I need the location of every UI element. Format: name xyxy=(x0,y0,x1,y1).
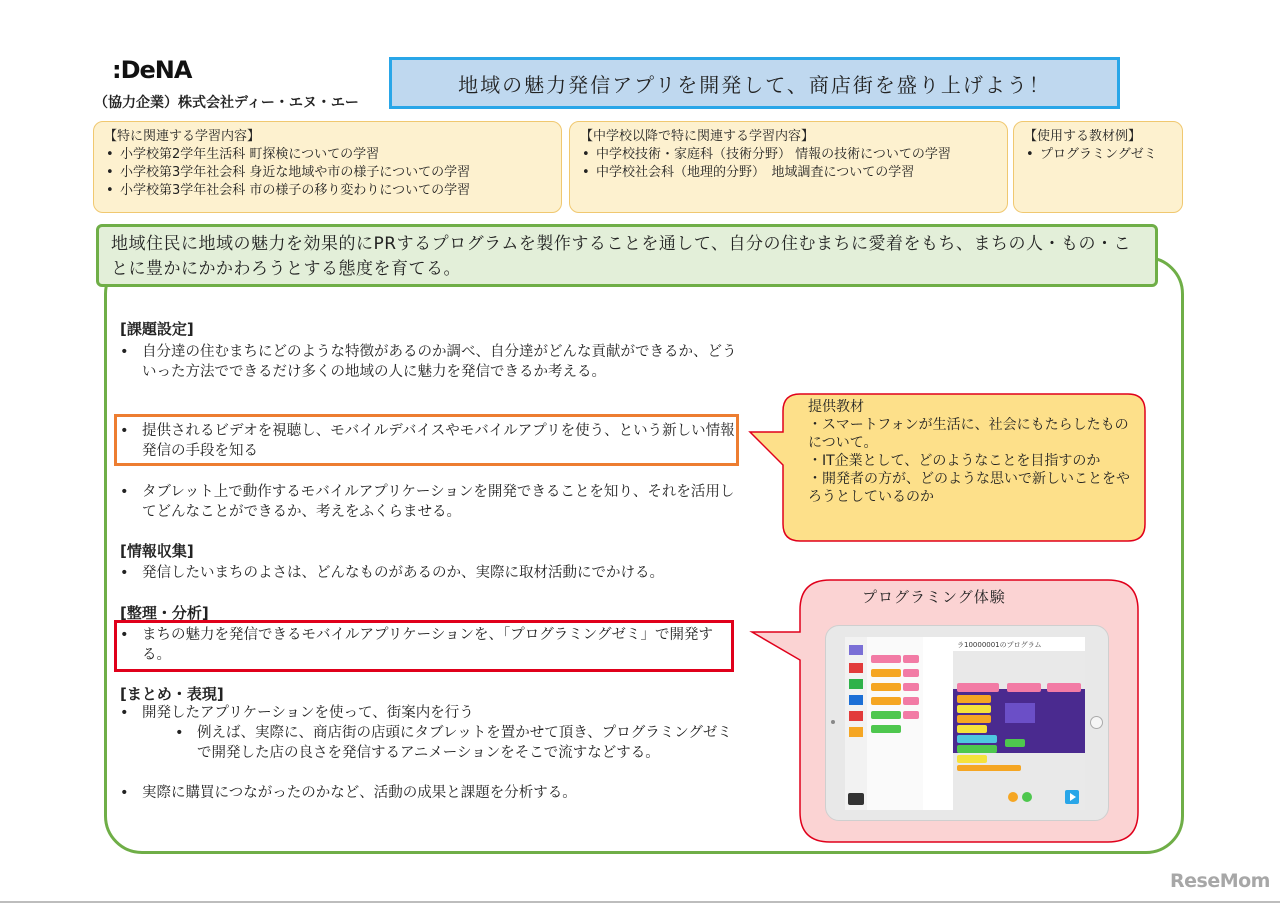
sub-list-item: • 例えば、実際に、商店街の店頭にタブレットを置かせて頂き、プログラミングゼミで開発した店の良さを発信するアニメーションをそこで流すなどする。 xyxy=(175,723,735,763)
list-item: • 実際に購買につながったのかなど、活動の成果と課題を分析する。 xyxy=(120,783,740,803)
section-heading-joho: [情報収集] xyxy=(120,542,194,560)
section-heading-kadai: [課題設定] xyxy=(120,320,194,338)
tablet-camera xyxy=(831,720,835,724)
section-heading-matome: [まとめ・表現] xyxy=(120,685,224,703)
list-item-video: • 提供されるビデオを視聴し、モバイルデバイスやモバイルアプリを使う、という新しい情報発信の手段を知る xyxy=(120,421,740,461)
tablet-screen xyxy=(845,637,1085,810)
list-item: • 発信したいまちのよさは、どんなものがあるのか、実際に取材活動にでかける。 xyxy=(120,563,740,583)
page-title: 地域の魅力発信アプリを開発して、商店街を盛り上げよう！ xyxy=(389,57,1120,109)
resemom-watermark: ReseMom xyxy=(1170,870,1270,892)
box-heading: 【中学校以降で特に関連する学習内容】 xyxy=(580,129,815,144)
list-item: • タブレット上で動作するモバイルアプリケーションを開発できることを知り、それを活用してどんなことができるか、考えをふくらませる。 xyxy=(120,482,740,522)
callout-materials xyxy=(808,398,1138,506)
box-heading: 【使用する教材例】 xyxy=(1024,129,1142,144)
company-name: （協力企業）株式会社ディー・エヌ・エー xyxy=(94,95,359,111)
list-item: • 開発したアプリケーションを使って、街案内を行う xyxy=(120,703,740,723)
list-item: • プログラミングゼミ xyxy=(1024,146,1172,164)
list-item: • 中学校技術・家庭科（技術分野） 情報の技術についての学習 xyxy=(580,146,997,164)
list-item-programming: • まちの魅力を発信できるモバイルアプリケーションを、「プログラミングゼミ」で開発する。 xyxy=(120,625,740,665)
goal-statement: 地域住民に地域の魅力を効果的にPRするプログラムを製作することを通して、自分の住むまちに愛着をもち、まちの人・もの・ことに豊かにかかわろうとする態度を育てる。 xyxy=(96,224,1158,287)
app-screen-title: ラ10000001のプログラム xyxy=(957,641,1042,649)
callout-line: ・IT企業として、どのようなことを目指すのか xyxy=(808,453,1101,469)
callout-heading: 提供教材 xyxy=(808,399,864,415)
programming-experience-title: プログラミング体験 xyxy=(862,588,1006,606)
list-item: • 自分達の住むまちにどのような特徴があるのか調べ、自分達がどんな貢献ができるか、どういった方法でできるだけ多くの地域の人に魅力を発信できるか考える。 xyxy=(120,342,740,382)
dena-logo: :DeNA xyxy=(112,56,192,84)
list-item: • 中学校社会科（地理的分野） 地域調査についての学習 xyxy=(580,164,997,182)
programming-app-screenshot xyxy=(845,637,1085,810)
list-item: • 小学校第2学年生活科 町探検についての学習 xyxy=(104,146,551,164)
callout-line: ・スマートフォンが生活に、社会にもたらしたものについて。 xyxy=(808,417,1129,451)
section-heading-seiri: [整理・分析] xyxy=(120,604,209,622)
list-item: • 小学校第3学年社会科 市の様子の移り変わりについての学習 xyxy=(104,182,551,200)
callout-line: ・開発者の方が、どのような思いで新しいことをやろうとしているのか xyxy=(808,471,1130,505)
list-item: • 小学校第3学年社会科 身近な地域や市の様子についての学習 xyxy=(104,164,551,182)
bottom-divider xyxy=(0,901,1280,903)
box-heading: 【特に関連する学習内容】 xyxy=(104,129,261,144)
tablet-home-button xyxy=(1090,716,1103,729)
